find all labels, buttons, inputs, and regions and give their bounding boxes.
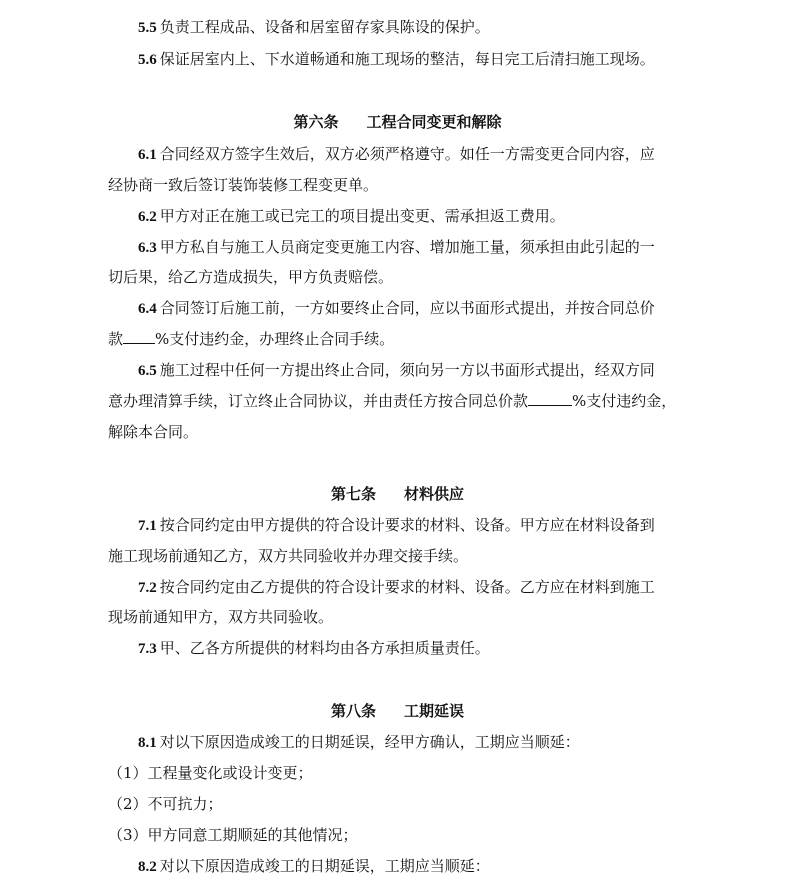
clause-number: 6.4: [138, 301, 157, 317]
section-title: 工程合同变更和解除: [366, 113, 502, 131]
fill-blank: [123, 329, 155, 344]
clause-number: 7.1: [138, 518, 157, 534]
fill-blank: [528, 391, 572, 406]
clause-number: 8.1: [138, 735, 157, 751]
clause-number: 6.2: [138, 209, 157, 225]
section-title: 工期延误: [404, 702, 465, 720]
clause-number: 7.3: [138, 641, 157, 657]
clause-text: %支付违约金，: [572, 392, 677, 410]
clause-text: 保证居室内上、下水道畅通和施工现场的整洁，每日完工后清扫施工现场。: [159, 50, 655, 68]
clause-7-1-line2: [108, 546, 468, 566]
list-item: （3）甲方同意工期顺延的其他情况；: [108, 826, 358, 844]
clause-number: 5.5: [138, 20, 157, 36]
section-label: 第六条: [293, 113, 339, 131]
clause-6-4-line1: [138, 298, 655, 319]
clause-text: 对以下原因造成竣工的日期延误，工期应当顺延：: [159, 857, 490, 875]
section-label: 第七条: [330, 485, 376, 503]
clause-text: 经协商一致后签订装饰装修工程变更单。: [108, 176, 379, 194]
clause-text: 负责工程成品、设备和居室留存家具陈设的保护。: [159, 18, 490, 36]
clause-text: 施工现场前通知乙方，双方共同验收并办理交接手续。: [108, 547, 469, 565]
clause-text: 现场前通知甲方，双方共同验收。: [108, 608, 334, 626]
clause-6-3-line2: [108, 267, 393, 287]
clause-8-2: [138, 856, 490, 877]
clause-5-6: [138, 49, 655, 70]
clause-6-2: [138, 206, 565, 227]
clause-number: 6.3: [138, 240, 157, 256]
clause-text: 对以下原因造成竣工的日期延误，经甲方确认，工期应当顺延：: [159, 733, 580, 751]
clause-text: 按合同约定由甲方提供的符合设计要求的材料、设备。甲方应在材料设备到: [159, 516, 655, 534]
clause-6-5-line3: [108, 422, 198, 442]
list-item: （2）不可抗力；: [108, 795, 223, 813]
section-title: 材料供应: [404, 485, 465, 503]
clause-number: 6.5: [138, 363, 157, 379]
section-label: 第八条: [330, 702, 376, 720]
clause-6-1-line1: [138, 144, 655, 165]
clause-7-3: [138, 638, 490, 659]
clause-text: 甲、乙各方所提供的材料均由各方承担质量责任。: [159, 639, 490, 657]
section-heading-6: [0, 112, 795, 132]
clause-6-4-line2: [108, 329, 394, 349]
clause-number: 6.1: [138, 147, 157, 163]
clause-text: 解除本合同。: [108, 423, 199, 441]
clause-text: 合同签订后施工前，一方如要终止合同，应以书面形式提出，并按合同总价: [159, 299, 655, 317]
clause-text: 款: [108, 330, 124, 348]
clause-text: 意办理清算手续，订立终止合同协议，并由责任方按合同总价款: [108, 392, 529, 410]
clause-5-5: [138, 17, 490, 38]
clause-text: 合同经双方签字生效后，双方必须严格遵守。如任一方需变更合同内容，应: [159, 145, 655, 163]
clause-text: %支付违约金，办理终止合同手续。: [155, 330, 395, 348]
clause-7-2-line2: [108, 607, 333, 627]
clause-7-1-line1: [138, 515, 655, 536]
clause-8-1: [138, 732, 580, 753]
list-item: （1）工程量变化或设计变更；: [108, 764, 313, 782]
clause-text: 切后果，给乙方造成损失，甲方负责赔偿。: [108, 268, 394, 286]
clause-6-5-line1: [138, 360, 655, 381]
clause-number: 7.2: [138, 580, 157, 596]
clause-number: 8.2: [138, 859, 157, 875]
clause-6-1-line2: [108, 175, 378, 195]
section-heading-8: [0, 701, 795, 721]
clause-6-3-line1: [138, 237, 655, 258]
section-heading-7: [0, 484, 795, 504]
clause-text: 按合同约定由乙方提供的符合设计要求的材料、设备。乙方应在材料到施工: [159, 578, 655, 596]
clause-text: 甲方对正在施工或已完工的项目提出变更、需承担返工费用。: [159, 207, 565, 225]
clause-7-2-line1: [138, 577, 655, 598]
clause-number: 5.6: [138, 52, 157, 68]
clause-text: 甲方私自与施工人员商定变更施工内容、增加施工量，须承担由此引起的一: [159, 238, 655, 256]
clause-6-5-line2: [108, 391, 676, 411]
clause-text: 施工过程中任何一方提出终止合同，须向另一方以书面形式提出，经双方同: [159, 361, 655, 379]
